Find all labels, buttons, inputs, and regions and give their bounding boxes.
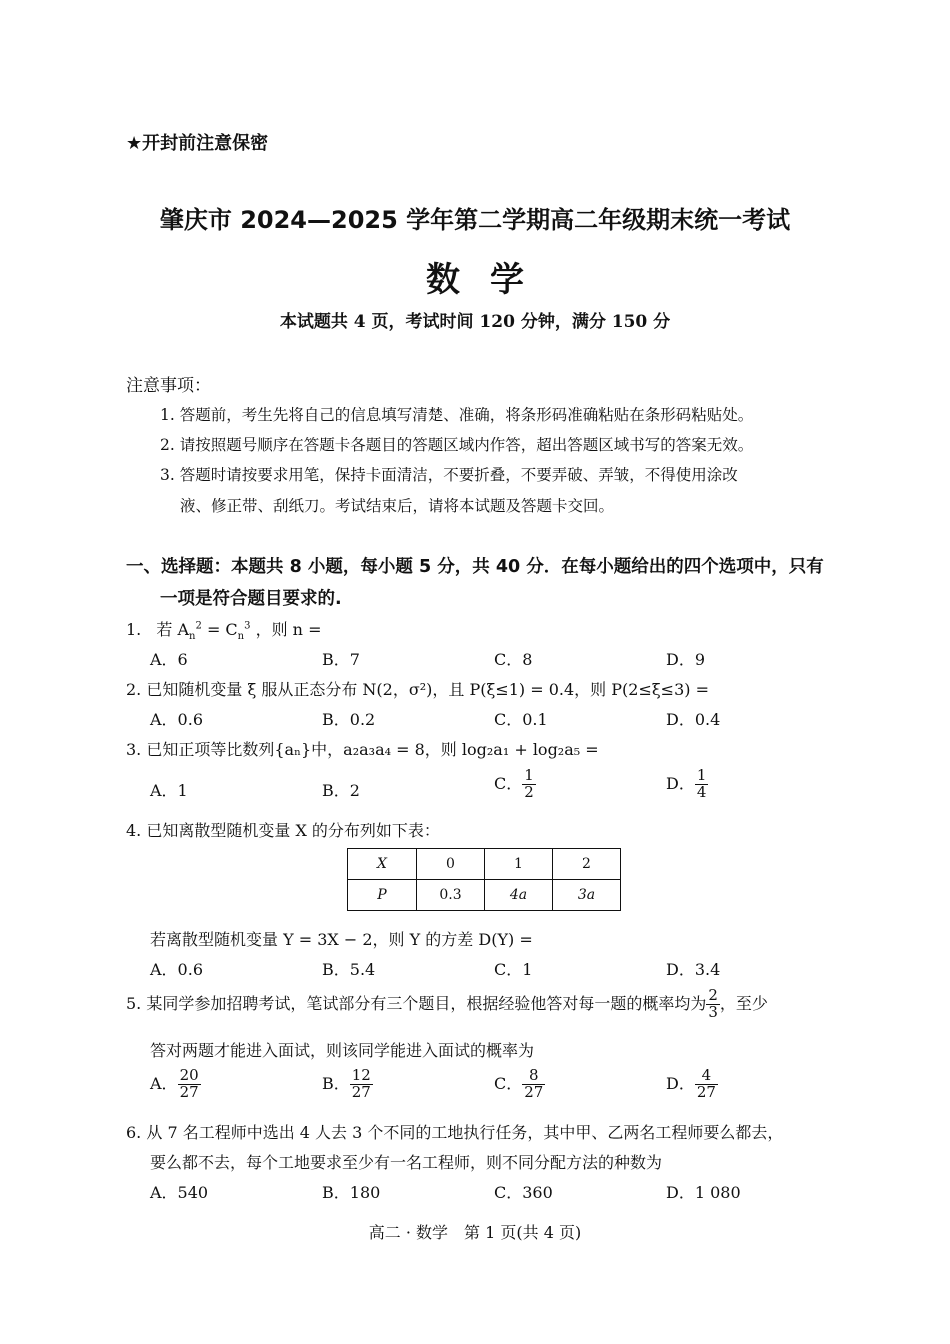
table-cell: 2 bbox=[553, 849, 621, 880]
question-6-cont: 要么都不去，每个工地要求至少有一名工程师，则不同分配方法的种数为 bbox=[150, 1153, 663, 1172]
q4-option-c: C．1 bbox=[494, 960, 533, 979]
q6-option-b: B．180 bbox=[322, 1183, 381, 1202]
q3-option-b: B．2 bbox=[322, 781, 360, 800]
q5-option-b: B． $\frac{12}{27}$ bbox=[322, 1066, 371, 1101]
distribution-table bbox=[347, 848, 621, 911]
q1-mid: = C bbox=[206, 620, 238, 639]
table-cell: X bbox=[348, 849, 417, 880]
section-1-heading: 一、选择题：本题共 8 小题，每小题 5 分，共 40 分．在每小题给出的四个选项中，只有 bbox=[126, 557, 824, 577]
table-row bbox=[348, 880, 621, 911]
q6-option-c: C．360 bbox=[494, 1183, 553, 1202]
subject-title: 数学 bbox=[426, 260, 554, 300]
table-cell: 0.3 bbox=[417, 880, 485, 911]
q5-frac-num: 2 bbox=[708, 986, 718, 1004]
q5-option-d: D． $\frac{4}{27}$ bbox=[666, 1066, 716, 1101]
question-1 bbox=[126, 617, 321, 642]
q1-option-c: C．8 bbox=[494, 650, 533, 669]
q3-option-d-fraction bbox=[695, 768, 709, 801]
q3-option-a: A．1 bbox=[150, 781, 188, 800]
question-4-cont: 若离散型随机变量 Y = 3X − 2，则 Y 的方差 D(Y) = bbox=[150, 930, 533, 949]
q2-option-d: D．0.4 bbox=[666, 710, 721, 729]
q3-option-c bbox=[494, 768, 536, 801]
table-cell: 4a bbox=[485, 880, 553, 911]
q6-option-a: A．540 bbox=[150, 1183, 209, 1202]
note-item-1: 1. 答题前，考生先将自己的信息填写清楚、准确，将条形码准确粘贴在条形码粘贴处。 bbox=[160, 406, 754, 424]
table-cell: P bbox=[348, 880, 417, 911]
table-cell: 1 bbox=[485, 849, 553, 880]
q1-sup: 2 bbox=[195, 620, 202, 632]
q1-sub: n bbox=[189, 631, 196, 643]
table-cell: 0 bbox=[417, 849, 485, 880]
q6-option-d: D．1 080 bbox=[666, 1183, 741, 1202]
q2-option-c: C．0.1 bbox=[494, 710, 548, 729]
q3-option-d-num: 1 bbox=[696, 766, 707, 784]
question-3: 3. 已知正项等比数列{aₙ}中，a₂a₃a₄ = 8，则 log₂a₁ + log₂a₅ = bbox=[126, 740, 599, 759]
exam-info: 本试题共 4 页，考试时间 120 分钟，满分 150 分 bbox=[279, 312, 671, 332]
table-row bbox=[348, 849, 621, 880]
q5-frac-den: 3 bbox=[708, 1002, 718, 1021]
q3-option-c-fraction bbox=[522, 768, 536, 801]
q3-option-d-den: 4 bbox=[696, 782, 707, 801]
question-2: 2. 已知随机变量 ξ 服从正态分布 N(2，σ²)，且 P(ξ≤1) = 0.4，则 P(2≤ξ≤3) = bbox=[126, 680, 709, 699]
q4-option-d: D．3.4 bbox=[666, 960, 721, 979]
q4-option-b: B．5.4 bbox=[322, 960, 376, 979]
q3-option-d bbox=[666, 768, 708, 801]
note-item-3: 3. 答题时请按要求用笔，保持卡面清洁，不要折叠，不要弄破、弄皱，不得使用涂改 bbox=[160, 466, 738, 484]
q2-option-a: A．0.6 bbox=[150, 710, 204, 729]
q3-option-c-num: 1 bbox=[524, 766, 534, 784]
q1-number: 1. bbox=[126, 620, 142, 639]
question-6: 6. 从 7 名工程师中选出 4 人去 3 个不同的工地执行任务，其中甲、乙两名工程师要么都去， bbox=[126, 1123, 784, 1142]
q3-option-c-label: C． bbox=[494, 773, 523, 793]
question-5 bbox=[126, 988, 768, 1021]
q5-option-c: C． $\frac{8}{27}$ bbox=[494, 1066, 544, 1101]
q3-option-d-label: D． bbox=[666, 773, 695, 793]
table-cell: 3a bbox=[553, 880, 621, 911]
q1-sub2: n bbox=[237, 631, 245, 643]
q5-fraction bbox=[706, 988, 720, 1021]
exam-title: 肇庆市 2024—2025 学年第二学期高二年级期末统一考试 bbox=[159, 206, 791, 234]
notes-heading: 注意事项： bbox=[126, 376, 211, 396]
question-5-cont: 答对两题才能进入面试，则该同学能进入面试的概率为 bbox=[150, 1041, 535, 1060]
q5-option-a: A． $\frac{20}{27}$ bbox=[150, 1066, 199, 1101]
q1-option-a: A．6 bbox=[150, 650, 188, 669]
q2-option-b: B．0.2 bbox=[322, 710, 376, 729]
note-item-2: 2. 请按照题号顺序在答题卡各题目的答题区域内作答，超出答题区域书写的答案无效。 bbox=[160, 436, 754, 454]
q1-sup2: 3 bbox=[244, 620, 251, 632]
q4-option-a: A．0.6 bbox=[150, 960, 204, 979]
q1-option-d: D．9 bbox=[666, 650, 706, 669]
q1-post: ，则 n = bbox=[255, 620, 322, 639]
page-footer: 高二 · 数学 第 1 页(共 4 页) bbox=[368, 1223, 582, 1242]
q5-text-post: ，至少 bbox=[719, 993, 768, 1013]
q5-text-pre: 5. 某同学参加招聘考试，笔试部分有三个题目，根据经验他答对每一题的概率均为 bbox=[126, 993, 707, 1013]
q3-option-c-den: 2 bbox=[524, 782, 534, 801]
q1-option-b: B．7 bbox=[322, 650, 360, 669]
q1-pre: 若 A bbox=[156, 620, 190, 639]
question-4: 4. 已知离散型随机变量 X 的分布列如下表： bbox=[126, 821, 440, 840]
confidential-notice: ★开封前注意保密 bbox=[126, 133, 269, 154]
section-1-heading-cont: 一项是符合题目要求的. bbox=[160, 589, 342, 609]
note-item-3-cont: 液、修正带、刮纸刀。考试结束后，请将本试题及答题卡交回。 bbox=[180, 497, 615, 515]
